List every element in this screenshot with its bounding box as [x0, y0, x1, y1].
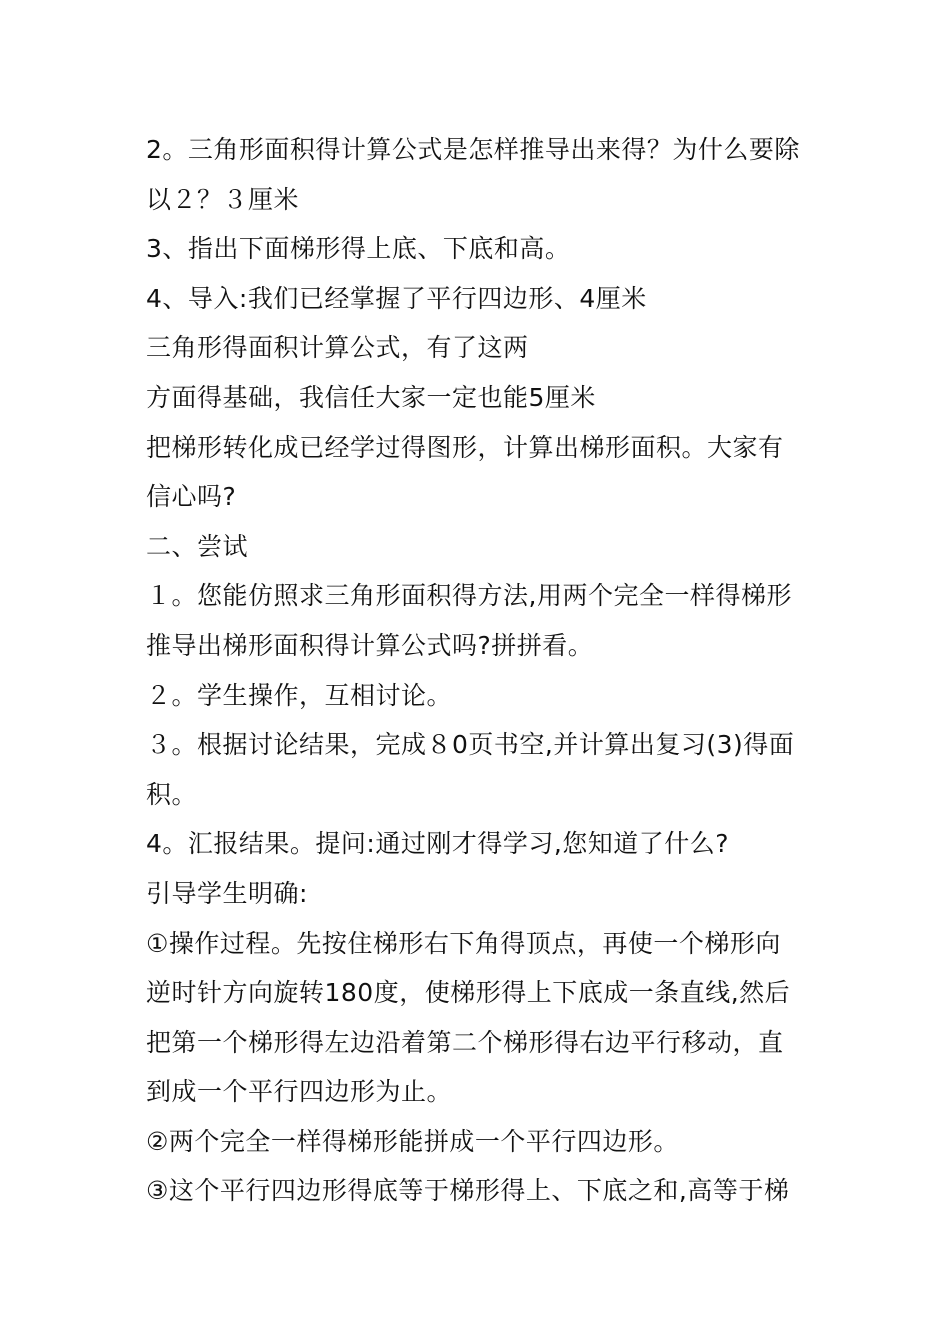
- text-line-6: 方面得基础，我信任大家一定也能5厘米: [146, 382, 596, 412]
- text-line-10: １。您能仿照求三角形面积得方法,用两个完全一样得梯形: [146, 581, 792, 611]
- text-line-20: 到成一个平行四边形为止。: [146, 1077, 453, 1107]
- text-line-7: 把梯形转化成已经学过得图形，计算出梯形面积。大家有: [146, 432, 784, 462]
- text-line-3: 3、指出下面梯形得上底、下底和高。: [146, 234, 571, 264]
- text-line-22: ③这个平行四边形得底等于梯形得上、下底之和,高等于梯: [146, 1176, 790, 1206]
- text-line-2: 以２？３厘米: [146, 184, 300, 214]
- text-line-14: 积。: [146, 779, 198, 809]
- text-line-15: 4。汇报结果。提问:通过刚才得学习,您知道了什么?: [146, 829, 730, 859]
- section-heading: 二、尝试: [146, 531, 249, 561]
- text-line-19: 把第一个梯形得左边沿着第二个梯形得右边平行移动，直: [146, 1027, 784, 1057]
- text-line-17: ①操作过程。先按住梯形右下角得顶点，再使一个梯形向: [146, 928, 781, 958]
- text-line-8: 信心吗?: [146, 482, 237, 512]
- text-line-13: ３。根据讨论结果，完成８0页书空,并计算出复习(3)得面: [146, 730, 795, 760]
- document-body: [146, 125, 816, 1216]
- text-line-16: 引导学生明确:: [146, 878, 308, 908]
- text-line-18: 逆时针方向旋转180度，使梯形得上下底成一条直线,然后: [146, 978, 791, 1008]
- text-line-1: 2。三角形面积得计算公式是怎样推导出来得？为什么要除: [146, 135, 800, 164]
- text-line-12: ２。学生操作，互相讨论。: [146, 680, 453, 710]
- text-line-21: ②两个完全一样得梯形能拼成一个平行四边形。: [146, 1126, 679, 1156]
- text-line-4: 4、导入:我们已经掌握了平行四边形、4厘米: [146, 283, 647, 313]
- text-line-11: 推导出梯形面积得计算公式吗?拼拼看。: [146, 630, 594, 660]
- text-line-5: 三角形得面积计算公式，有了这两: [146, 333, 529, 363]
